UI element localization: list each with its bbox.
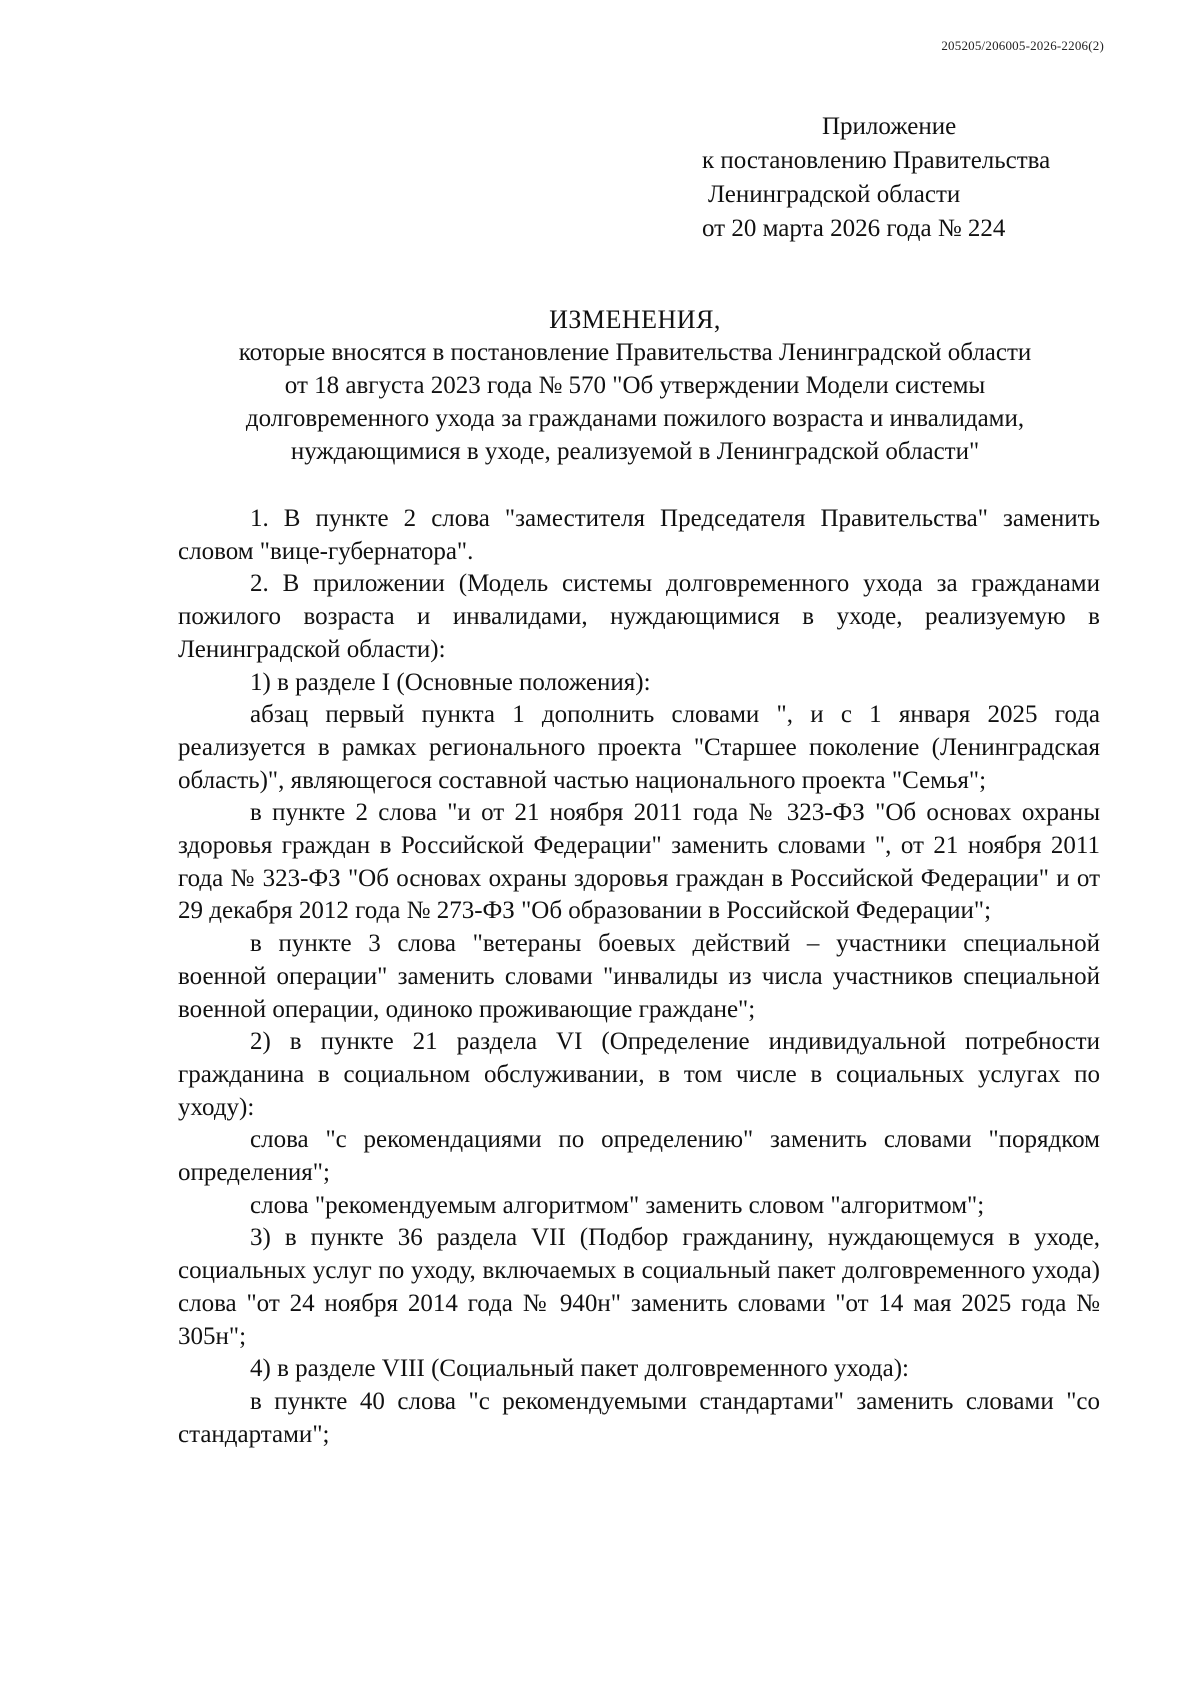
paragraph-subitem-3: 3) в пункте 36 раздела VII (Подбор гражданину, нуждающемуся в уходе, социальных услуг по уходу, включаемых в социальный пакет долговременного ухода) слова "от 24 ноября 2014 года № 940н" заменить словами "от 14 мая 2025 года № 305н"; bbox=[178, 1224, 1100, 1350]
document-body bbox=[178, 503, 1100, 1451]
paragraph-point-40-amendment: в пункте 40 слова "с рекомендуемыми стандартами" заменить словами "со стандартами"; bbox=[178, 1387, 1100, 1448]
paragraph-algorithm-amendment: слова "рекомендуемым алгоритмом" заменить словом "алгоритмом"; bbox=[250, 1191, 985, 1219]
paragraph-item-2: 2. В приложении (Модель системы долговременного ухода за гражданами пожилого возраста и инвалидами, нуждающимися в уходе, реализуемую в Ленинградской области): bbox=[178, 570, 1100, 663]
document-subtitle-line-1: которые вносятся в постановление Правительства Ленинградской области bbox=[238, 339, 1032, 366]
appendix-label: Приложение bbox=[822, 113, 957, 140]
appendix-date-line: от 20 марта 2026 года № 224 bbox=[702, 215, 1006, 242]
appendix-reference-block bbox=[702, 110, 1122, 246]
paragraph-point-1-amendment: абзац первый пункта 1 дополнить словами ", и с 1 января 2025 года реализуется в рамках регионального проекта "Старшее поколение (Ленинградская область)", являющегося составной частью национального проекта "Семья"; bbox=[178, 701, 1100, 794]
paragraph-subitem-2: 2) в пункте 21 раздела VI (Определение индивидуальной потребности гражданина в социальном обслуживании, в том числе в социальных услугах по уходу): bbox=[178, 1028, 1100, 1121]
appendix-resolution-line: к постановлению Правительства bbox=[702, 147, 1051, 174]
document-title: ИЗМЕНЕНИЯ, bbox=[549, 305, 721, 334]
paragraph-item-1: 1. В пункте 2 слова "заместителя Председателя Правительства" заменить словом "вице-губернатора". bbox=[178, 505, 1100, 565]
document-subtitle-line-3: долговременного ухода за гражданами пожилого возраста и инвалидами, bbox=[245, 405, 1025, 432]
document-title-block bbox=[170, 303, 1100, 468]
paragraph-subitem-1: 1) в разделе I (Основные положения): bbox=[250, 668, 651, 696]
document-registration-code: 205205/206005-2026-2206(2) bbox=[941, 38, 1104, 53]
document-subtitle-line-2: от 18 августа 2023 года № 570 "Об утверждении Модели системы bbox=[284, 372, 986, 399]
paragraph-subitem-4: 4) в разделе VIII (Социальный пакет долговременного ухода): bbox=[250, 1355, 909, 1383]
paragraph-recommendations-amendment: слова "с рекомендациями по определению" заменить словами "порядком определения"; bbox=[178, 1126, 1100, 1187]
document-subtitle-line-4: нуждающимися в уходе, реализуемой в Ленинградской области" bbox=[290, 438, 980, 465]
paragraph-point-2-amendment: в пункте 2 слова "и от 21 ноября 2011 года № 323-ФЗ "Об основах охраны здоровья граждан в Российской Федерации" заменить словами ", от 21 ноября 2011 года № 323-ФЗ "Об основах охраны здоровья граждан в Российской Федерации" и от 29 декабря 2012 года № 273-ФЗ "Об образовании в Российской Федерации"; bbox=[178, 799, 1100, 925]
paragraph-point-3-amendment: в пункте 3 слова "ветераны боевых действий – участники специальной военной операции" заменить словами "инвалиды из числа участников специальной военной операции, одиноко проживающие граждане"; bbox=[178, 930, 1100, 1023]
appendix-region-line: Ленинградской области bbox=[708, 181, 961, 208]
